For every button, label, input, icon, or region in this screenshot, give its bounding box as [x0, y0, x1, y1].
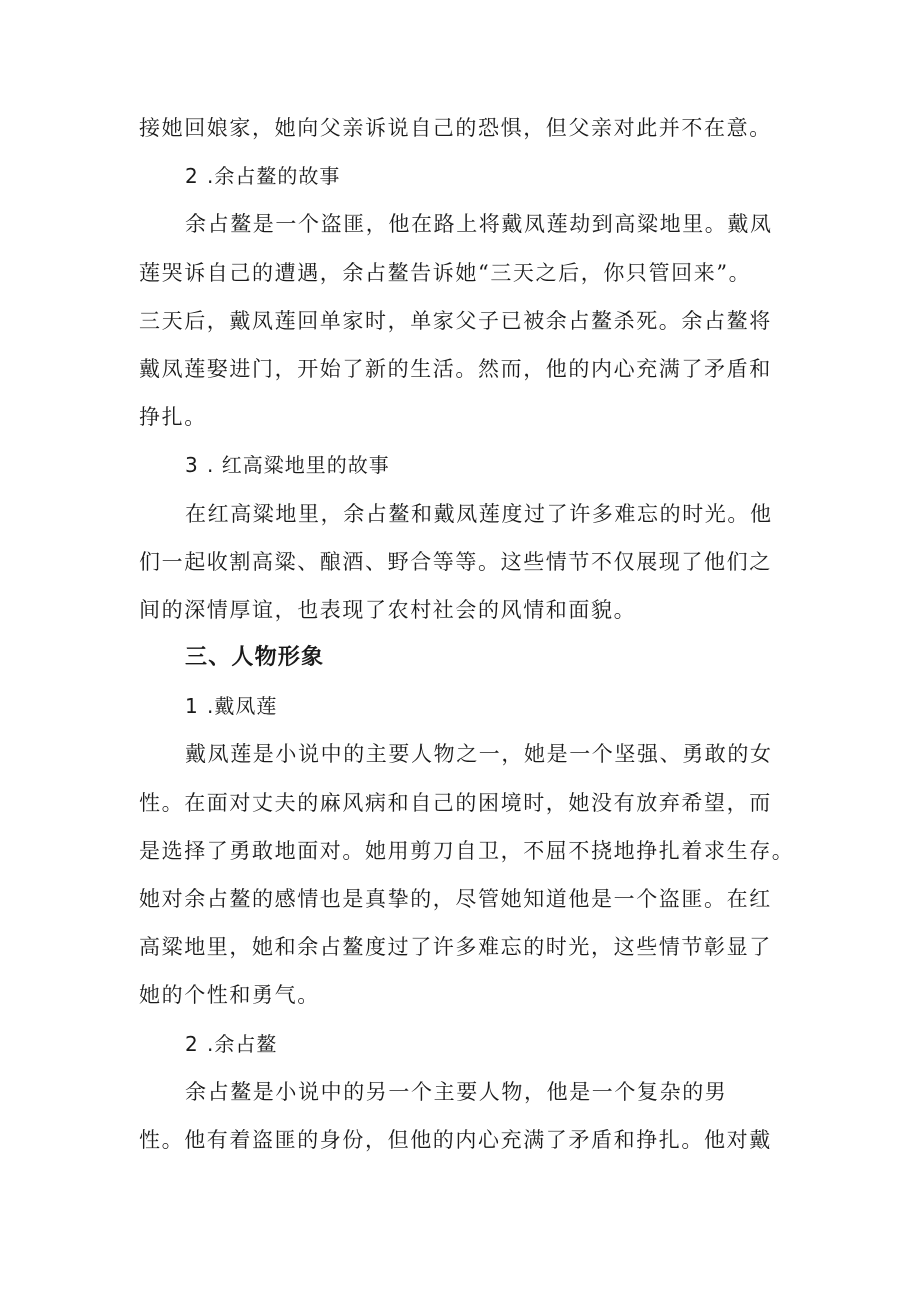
paragraph-line: 间的深情厚谊，也表现了农村社会的风情和面貌。 [139, 597, 637, 622]
sub-heading [139, 1020, 795, 1068]
sub-heading-number: 1 [185, 694, 199, 719]
sub-heading-text: .余占鳌 [207, 1031, 278, 1056]
paragraph-line: 性。他有着盗匪的身份，但他的内心充满了矛盾和挣扎。他对戴 [139, 1127, 772, 1152]
paragraph-line: 接她回娘家，她向父亲诉说自己的恐惧，但父亲对此并不在意。 [139, 116, 772, 140]
paragraph-line: 三天后，戴凤莲回单家时，单家父子已被余占鳌杀死。余占鳌将 [139, 308, 772, 333]
paragraph-line: 戴凤莲是小说中的主要人物之一，她是一个坚强、勇敢的女 [185, 742, 773, 767]
paragraph-line: 余占鳌是小说中的另一个主要人物，他是一个复杂的男 [185, 1079, 728, 1104]
sub-heading-text: .余占鳌的故事 [207, 164, 341, 189]
paragraph-line: 她的个性和勇气。 [139, 983, 320, 1008]
paragraph-line: 挣扎。 [139, 405, 207, 430]
sub-heading-number: 3 [185, 453, 199, 478]
paragraph-line: 高粱地里，她和余占鳌度过了许多难忘的时光，这些情节彰显了 [139, 935, 772, 960]
paragraph-line: 戴凤莲娶进门，开始了新的生活。然而，他的内心充满了矛盾和 [139, 356, 772, 381]
sub-heading [139, 152, 795, 200]
paragraph-line: 是选择了勇敢地面对。她用剪刀自卫，不屈不挠地挣扎着求生存。 [139, 838, 795, 863]
paragraph-line: 余占鳌是一个盗匪，他在路上将戴凤莲劫到高粱地里。戴凤 [185, 212, 773, 237]
document-body [139, 104, 795, 1164]
paragraph-line: 们一起收割高粱、酿酒、野合等等。这些情节不仅展现了他们之 [139, 549, 772, 574]
paragraph-line: 性。在面对丈夫的麻风病和自己的困境时，她没有放弃希望，而 [139, 790, 772, 815]
paragraph-line: 她对余占鳌的感情也是真挚的，尽管她知道他是一个盗匪。在红 [139, 887, 772, 911]
sub-heading-text: .戴凤莲 [207, 694, 278, 719]
paragraph-line: 在红高粱地里，余占鳌和戴凤莲度过了许多难忘的时光。他 [185, 501, 773, 526]
section-heading: 三、人物形象 [185, 645, 325, 671]
sub-heading [139, 441, 795, 489]
sub-heading-text: . 红高粱地里的故事 [207, 453, 390, 478]
sub-heading-number: 2 [185, 164, 199, 189]
sub-heading [139, 682, 795, 730]
sub-heading-number: 2 [185, 1031, 199, 1056]
paragraph-line: 莲哭诉自己的遭遇，余占鳌告诉她“三天之后，你只管回来”。 [139, 260, 752, 285]
